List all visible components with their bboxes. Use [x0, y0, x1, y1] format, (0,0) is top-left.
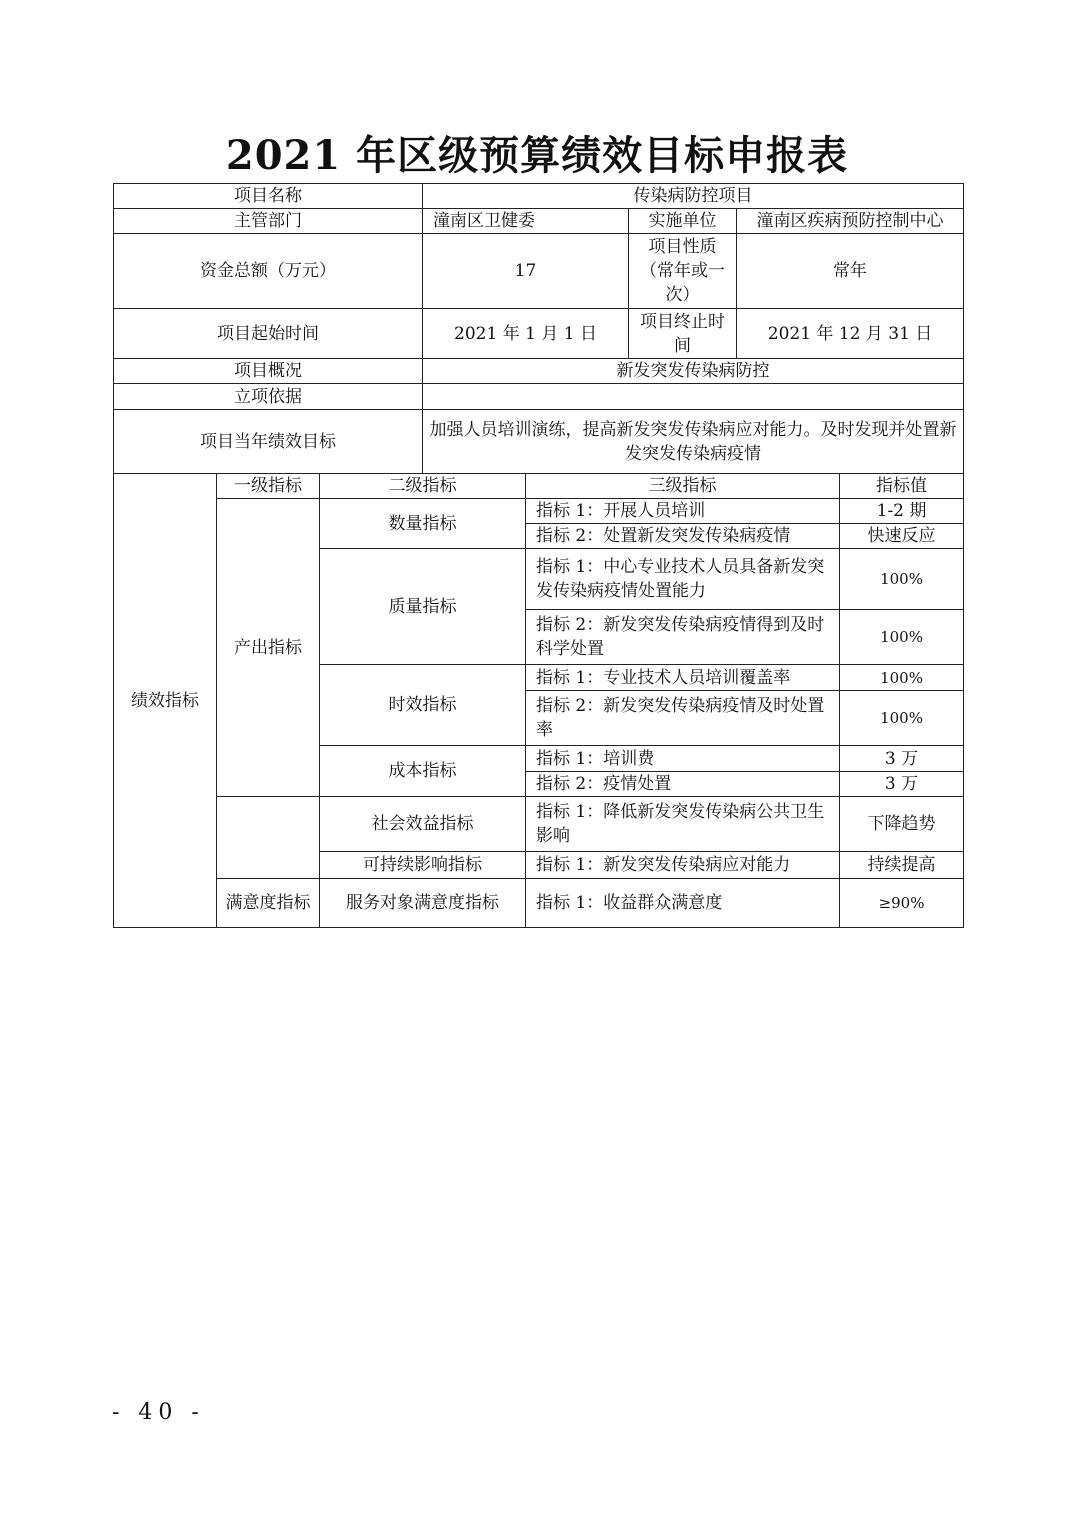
performance-section-label: 绩效指标: [114, 474, 217, 928]
cost-item-2: 指标 2：疫情处置: [526, 772, 840, 797]
end-label: 项目终止时间: [629, 309, 737, 359]
dept-label: 主管部门: [114, 209, 423, 234]
quality-item-2: 指标 2：新发突发传染病疫情得到及时科学处置: [526, 610, 840, 665]
cost-value-2: 3 万: [840, 772, 964, 797]
service-label: 服务对象满意度指标: [320, 879, 526, 928]
funds-value: 17: [423, 234, 629, 309]
header-level1: 一级指标: [217, 474, 320, 499]
budget-performance-table: [113, 183, 964, 928]
overview-label: 项目概况: [114, 359, 423, 384]
cost-item-1: 指标 1：培训费: [526, 746, 840, 772]
timeliness-item-1: 指标 1：专业技术人员培训覆盖率: [526, 665, 840, 691]
nature-label: 项目性质（常年或一次）: [629, 234, 737, 309]
social-label: 社会效益指标: [320, 797, 526, 852]
quality-item-1: 指标 1：中心专业技术人员具备新发突发传染病疫情处置能力: [526, 549, 840, 610]
start-value: 2021 年 1 月 1 日: [423, 309, 629, 359]
timeliness-item-2: 指标 2：新发突发传染病疫情及时处置率: [526, 691, 840, 746]
basis-label: 立项依据: [114, 384, 423, 410]
dept-value: 潼南区卫健委: [423, 209, 629, 234]
effect-indicator-label: [217, 797, 320, 879]
basis-value: [423, 384, 964, 410]
sustain-label: 可持续影响指标: [320, 852, 526, 879]
overview-value: 新发突发传染病防控: [423, 359, 964, 384]
quantity-value-1: 1-2 期: [840, 499, 964, 524]
nature-value: 常年: [737, 234, 964, 309]
timeliness-value-2: 100%: [840, 691, 964, 746]
impl-value: 潼南区疾病预防控制中心: [737, 209, 964, 234]
sustain-value-1: 持续提高: [840, 852, 964, 879]
quality-label: 质量指标: [320, 549, 526, 665]
quantity-label: 数量指标: [320, 499, 526, 549]
cost-label: 成本指标: [320, 746, 526, 797]
impl-label: 实施单位: [629, 209, 737, 234]
header-level2: 二级指标: [320, 474, 526, 499]
header-value: 指标值: [840, 474, 964, 499]
page-title: 2021 年区级预算绩效目标申报表: [225, 132, 849, 179]
page-number: - 40 -: [112, 1400, 205, 1425]
satisfaction-indicator-label: 满意度指标: [217, 879, 320, 928]
end-value: 2021 年 12 月 31 日: [737, 309, 964, 359]
header-level3: 三级指标: [526, 474, 840, 499]
quality-value-2: 100%: [840, 610, 964, 665]
social-item-1: 指标 1：降低新发突发传染病公共卫生影响: [526, 797, 840, 852]
service-item-1: 指标 1：收益群众满意度: [526, 879, 840, 928]
quantity-item-1: 指标 1：开展人员培训: [526, 499, 840, 524]
social-value-1: 下降趋势: [840, 797, 964, 852]
start-label: 项目起始时间: [114, 309, 423, 359]
output-indicator-label: 产出指标: [217, 499, 320, 797]
quantity-value-2: 快速反应: [840, 524, 964, 549]
project-name-value: 传染病防控项目: [423, 184, 964, 209]
project-name-label: 项目名称: [114, 184, 423, 209]
quality-value-1: 100%: [840, 549, 964, 610]
goal-value: 加强人员培训演练，提高新发突发传染病应对能力。及时发现并处置新发突发传染病疫情: [423, 410, 964, 474]
timeliness-value-1: 100%: [840, 665, 964, 691]
goal-label: 项目当年绩效目标: [114, 410, 423, 474]
sustain-item-1: 指标 1：新发突发传染病应对能力: [526, 852, 840, 879]
timeliness-label: 时效指标: [320, 665, 526, 746]
quantity-item-2: 指标 2：处置新发突发传染病疫情: [526, 524, 840, 549]
cost-value-1: 3 万: [840, 746, 964, 772]
funds-label: 资金总额（万元）: [114, 234, 423, 309]
service-value-1: ≥90%: [840, 879, 964, 928]
